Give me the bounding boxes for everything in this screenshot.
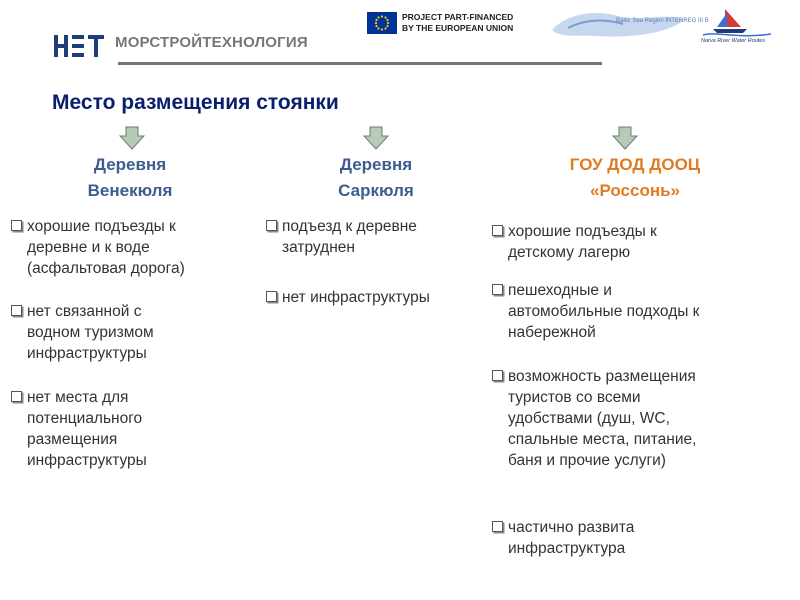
bullet-checkbox-icon	[11, 220, 22, 231]
heading-line-1: Деревня	[93, 155, 167, 174]
bullet-line: водном туризмом	[27, 324, 154, 341]
bullet-checkbox-icon	[492, 225, 503, 236]
column-heading-sarkyulya	[286, 152, 466, 204]
down-arrow-icon	[363, 126, 389, 150]
bullet-checkbox-icon	[266, 220, 277, 231]
bullet-item	[492, 280, 792, 343]
bullet-checkbox-icon	[492, 284, 503, 295]
bullet-item	[492, 366, 792, 471]
heading-line-2: «Россонь»	[590, 181, 680, 200]
down-arrow-icon	[119, 126, 145, 150]
header-divider	[118, 62, 602, 65]
partner-logo-1-text: Baltic Sea Region INTERREG III B	[616, 18, 709, 24]
bullet-line: инфраструктуры	[27, 452, 147, 469]
bullet-line: нет места для	[27, 389, 129, 406]
bullet-line: нет связанной с	[27, 303, 142, 320]
heading-line-2: Саркюля	[338, 181, 414, 200]
bullet-line: спальные места, питание,	[508, 431, 697, 448]
narva-river-water-routes-logo	[697, 5, 777, 45]
partner-logo-2-text: Narva River Water Routes	[701, 38, 766, 44]
bullet-line: пешеходные и	[508, 282, 612, 299]
eu-funding-text	[402, 12, 513, 34]
bullet-line: деревне и к воде	[27, 239, 150, 256]
bullet-checkbox-icon	[492, 521, 503, 532]
bullet-item	[11, 301, 251, 364]
bullet-line: автомобильные подходы к	[508, 303, 700, 320]
bullet-checkbox-icon	[11, 305, 22, 316]
bullet-line: детскому лагерю	[508, 244, 631, 261]
bullet-line: частично развита	[508, 519, 635, 536]
bullet-line: инфраструктуры	[27, 345, 147, 362]
bullet-item	[266, 287, 486, 308]
bullet-line: баня и прочие услуги)	[508, 452, 666, 469]
bullet-line: инфраструктура	[508, 540, 626, 557]
bullet-item	[492, 517, 792, 559]
bullet-line: хорошие подъезды к	[508, 223, 657, 240]
bullet-line: набережной	[508, 324, 596, 341]
bullet-item	[492, 221, 792, 263]
column-heading-venekyulya	[40, 152, 220, 204]
bullet-line: хорошие подъезды к	[27, 218, 176, 235]
heading-line-1: ГОУ ДОД ДООЦ	[569, 155, 701, 174]
bullet-line: возможность размещения	[508, 368, 696, 385]
eu-flag-icon	[367, 12, 397, 34]
bullet-line: размещения	[27, 431, 118, 448]
bullet-checkbox-icon	[11, 391, 22, 402]
column-heading-rosson	[520, 152, 750, 204]
bullet-line: нет инфраструктуры	[282, 289, 430, 306]
bullet-checkbox-icon	[266, 291, 277, 302]
bullet-line: подъезд к деревне	[282, 218, 417, 235]
bullet-line: потенциального	[27, 410, 143, 427]
eu-text-line-1: PROJECT PART-FINANCED	[402, 12, 514, 22]
bullet-line: (асфальтовая дорога)	[27, 260, 185, 277]
down-arrow-icon	[612, 126, 638, 150]
company-name: МОРСТРОЙТЕХНОЛОГИЯ	[115, 34, 308, 51]
bullet-checkbox-icon	[492, 370, 503, 381]
bullet-line: удобствами (душ, WC,	[508, 410, 670, 427]
bullet-item	[266, 216, 486, 258]
bullet-item	[11, 387, 251, 471]
company-logo-icon	[54, 35, 104, 57]
eu-text-line-2: BY THE EUROPEAN UNION	[402, 23, 514, 33]
bullet-line: затруднен	[282, 239, 355, 256]
baltic-sea-region-logo	[548, 8, 709, 40]
bullet-item	[11, 216, 251, 279]
page-title: Место размещения стоянки	[52, 91, 339, 114]
heading-line-1: Деревня	[339, 155, 413, 174]
bullet-line: туристов со всеми	[508, 389, 641, 406]
heading-line-2: Венекюля	[87, 181, 173, 200]
